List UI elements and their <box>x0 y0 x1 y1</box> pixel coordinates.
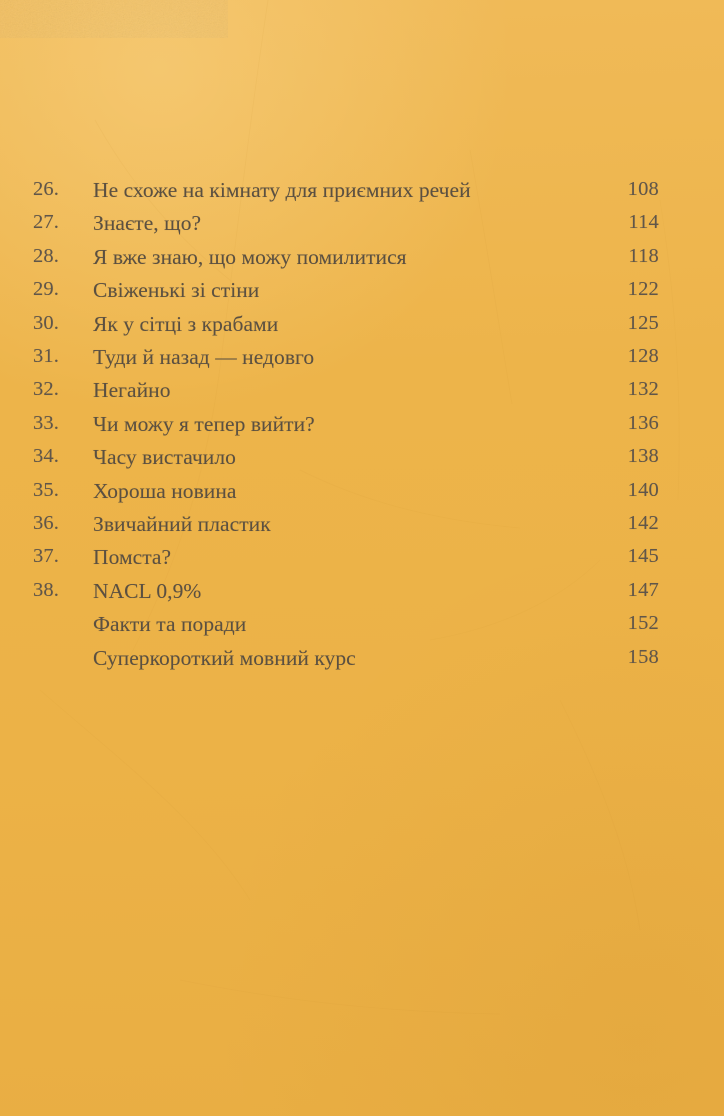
toc-entry-number: 29. <box>33 278 59 301</box>
toc-entry-title: Знаєте, що? <box>93 211 202 236</box>
toc-entry-page: 125 <box>627 311 659 334</box>
toc-entry-number: 33. <box>33 411 59 434</box>
toc-entry-number: 38. <box>33 578 59 601</box>
toc-entry-page: 128 <box>627 345 659 367</box>
toc-entry[interactable] <box>0 512 724 546</box>
toc-entry-page: 142 <box>627 512 659 534</box>
toc-entry-page: 140 <box>627 478 659 501</box>
toc-entry-page: 132 <box>627 378 659 401</box>
toc-entry-number: 32. <box>33 378 59 401</box>
toc-entry-number: 27. <box>33 211 59 234</box>
toc-entry-page: 138 <box>627 445 659 468</box>
toc-entry[interactable] <box>0 646 724 680</box>
toc-entry-title: Часу вистачило <box>93 445 236 470</box>
toc-entry[interactable] <box>0 412 724 446</box>
toc-entry-page: 152 <box>627 612 659 635</box>
toc-entry-page: 147 <box>627 578 659 601</box>
toc-entry-title: Не схоже на кімнату для приємних речей <box>93 178 471 202</box>
toc-entry-title: Я вже знаю, що можу помилитися <box>93 244 407 269</box>
toc-entry[interactable] <box>0 245 724 279</box>
toc-entry-page: 122 <box>627 278 659 301</box>
toc-entry-number: 31. <box>33 345 59 367</box>
toc-entry-title: Звичайний пластик <box>93 512 271 536</box>
toc-entry-number: 34. <box>33 445 59 468</box>
toc-entry[interactable] <box>0 545 724 579</box>
toc-entry-page: 145 <box>627 545 659 568</box>
toc-entry-title: Факти та поради <box>93 612 247 637</box>
toc-entry-number: 26. <box>33 178 59 200</box>
paper-grain-texture <box>0 0 228 38</box>
toc-entry-title: Чи можу я тепер вийти? <box>93 411 315 436</box>
toc-entry-page: 108 <box>627 178 659 200</box>
toc-entry-number: 28. <box>33 244 59 267</box>
toc-entry-page: 114 <box>628 211 659 234</box>
toc-entry-title: NACL 0,9% <box>93 578 202 603</box>
toc-entry-title: Суперкороткий мовний курс <box>93 645 356 670</box>
paper-fiber-highlights <box>0 0 228 38</box>
toc-entry-title: Свіженькі зі стіни <box>93 278 260 303</box>
toc-entry-title: Хороша новина <box>93 478 237 503</box>
toc-entry[interactable] <box>0 479 724 513</box>
toc-entry-title: Помста? <box>93 545 172 570</box>
toc-entry-number: 37. <box>33 545 59 568</box>
toc-entry-number: 35. <box>33 478 59 501</box>
toc-entry[interactable] <box>0 579 724 613</box>
toc-entry[interactable] <box>0 345 724 379</box>
toc-entry[interactable] <box>0 445 724 479</box>
toc-entry-number: 36. <box>33 512 59 534</box>
toc-entry[interactable] <box>0 312 724 346</box>
toc-entry-page: 136 <box>627 411 659 434</box>
toc-entry[interactable] <box>0 178 724 212</box>
toc-entry-page: 158 <box>627 645 659 668</box>
toc-entry-title: Туди й назад — недовго <box>93 345 315 369</box>
toc-entry-number: 30. <box>33 311 59 334</box>
toc-entry[interactable] <box>0 211 724 245</box>
toc-entry-title: Негайно <box>93 378 171 403</box>
toc-entry[interactable] <box>0 278 724 312</box>
toc-entry[interactable] <box>0 378 724 412</box>
toc-entry-page: 118 <box>628 244 659 267</box>
toc-entry-title: Як у сітці з крабами <box>93 311 279 336</box>
toc-entry[interactable] <box>0 612 724 646</box>
